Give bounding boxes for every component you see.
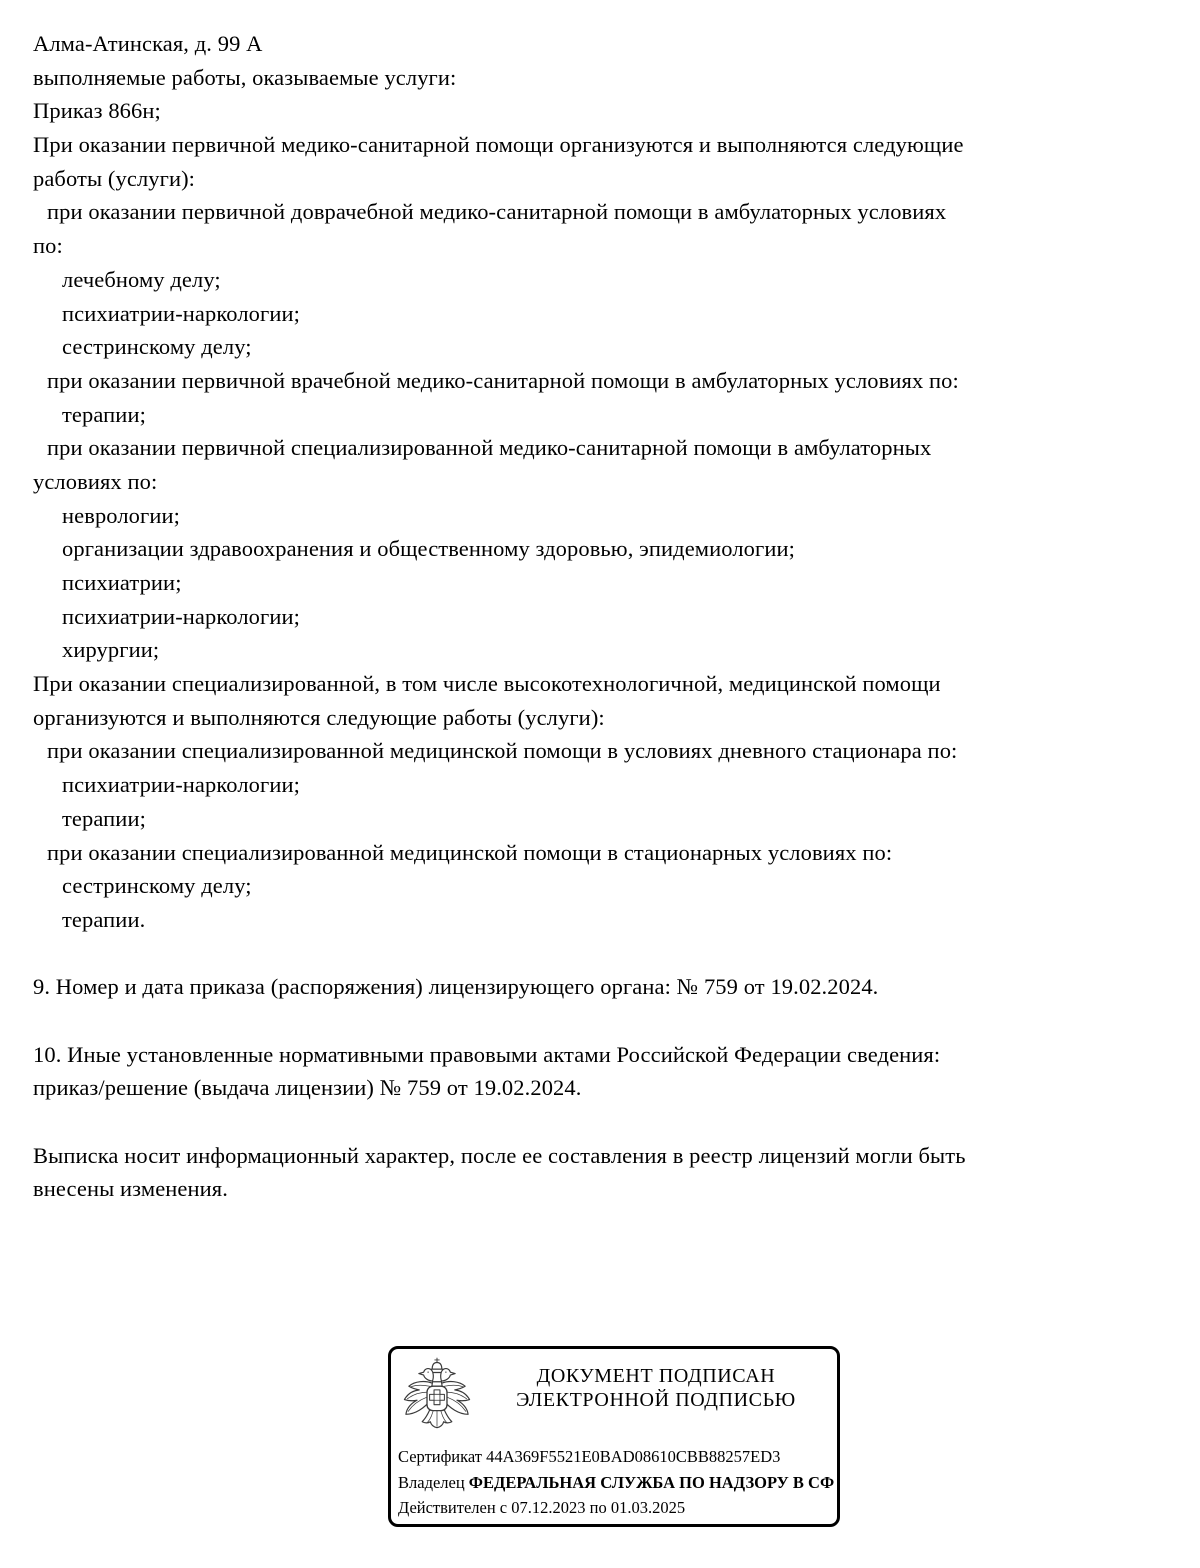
certificate-line xyxy=(398,1444,840,1470)
roszdravnadzor-eagle-icon xyxy=(400,1355,474,1447)
text-line: Приказ 866н; xyxy=(33,98,161,124)
text-line xyxy=(33,1004,1195,1038)
text-line: условиях по: xyxy=(33,468,158,494)
signature-details xyxy=(398,1444,840,1521)
text-line xyxy=(33,937,1195,971)
text-line: работы (услуги): xyxy=(33,165,196,191)
text-line: организуются и выполняются следующие работы (услуги): xyxy=(33,704,605,730)
text-line: 9. Номер и дата приказа (распоряжения) лицензирующего органа: № 759 от 19.02.2024. xyxy=(33,974,879,1000)
text-line: терапии; xyxy=(62,805,146,831)
certificate-label: Сертификат xyxy=(398,1447,482,1466)
text-line: организации здравоохранения и общественному здоровью, эпидемиологии; xyxy=(62,536,795,562)
text-line xyxy=(33,1105,1195,1139)
document-body xyxy=(33,27,1195,1206)
owner-value: ФЕДЕРАЛЬНАЯ СЛУЖБА ПО НАДЗОРУ В СФ xyxy=(468,1472,835,1492)
owner-label: Владелец xyxy=(398,1472,465,1492)
text-line: неврологии; xyxy=(62,502,180,528)
text-line: Выписка носит информационный характер, после ее составления в реестр лицензий могли быть xyxy=(33,1142,966,1168)
signature-title xyxy=(479,1365,833,1412)
signature-title-line1: ДОКУМЕНТ ПОДПИСАН xyxy=(536,1365,776,1387)
text-line: психиатрии-наркологии; xyxy=(62,603,300,629)
text-line: сестринскому делу; xyxy=(62,873,252,899)
text-line: хирургии; xyxy=(62,637,160,663)
electronic-signature-stamp xyxy=(388,1346,840,1527)
text-line: лечебному делу; xyxy=(62,266,221,292)
text-line: приказ/решение (выдача лицензии) № 759 от 19.02.2024. xyxy=(33,1075,582,1101)
text-line: психиатрии; xyxy=(62,570,182,595)
text-line: при оказании специализированной медицинской помощи в условиях дневного стационара по: xyxy=(47,738,958,764)
certificate-value: 44A369F5521E0BAD08610CBB88257ED3 xyxy=(486,1447,781,1466)
text-line: психиатрии-наркологии; xyxy=(62,300,300,326)
text-line: внесены изменения. xyxy=(33,1176,228,1202)
text-line: При оказании первичной медико-санитарной помощи организуются и выполняются следующие xyxy=(33,132,964,158)
text-line: по: xyxy=(33,233,63,259)
text-line: при оказании первичной доврачебной медико-санитарной помощи в амбулаторных условиях xyxy=(47,199,947,225)
text-line: При оказании специализированной, в том числе высокотехнологичной, медицинской помощи xyxy=(33,671,941,697)
owner-line xyxy=(398,1470,840,1496)
text-line: терапии. xyxy=(62,906,146,932)
text-line: терапии; xyxy=(62,401,146,427)
text-line: при оказании специализированной медицинской помощи в стационарных условиях по: xyxy=(47,839,893,865)
signature-title-line2: ЭЛЕКТРОННОЙ ПОДПИСЬЮ xyxy=(516,1388,796,1411)
text-line: 10. Иные установленные нормативными правовыми актами Российской Федерации сведения: xyxy=(33,1041,941,1067)
text-line: при оказании первичной врачебной медико-санитарной помощи в амбулаторных условиях по: xyxy=(47,367,959,393)
text-line: сестринскому делу; xyxy=(62,334,252,360)
validity-line: Действителен с 07.12.2023 по 01.03.2025 xyxy=(398,1498,686,1517)
text-line: при оказании первичной специализированной медико-санитарной помощи в амбулаторных xyxy=(47,435,932,461)
text-line: выполняемые работы, оказываемые услуги: xyxy=(33,64,457,90)
text-line: психиатрии-наркологии; xyxy=(62,772,300,798)
text-line: Алма-Атинская, д. 99 А xyxy=(33,31,263,56)
